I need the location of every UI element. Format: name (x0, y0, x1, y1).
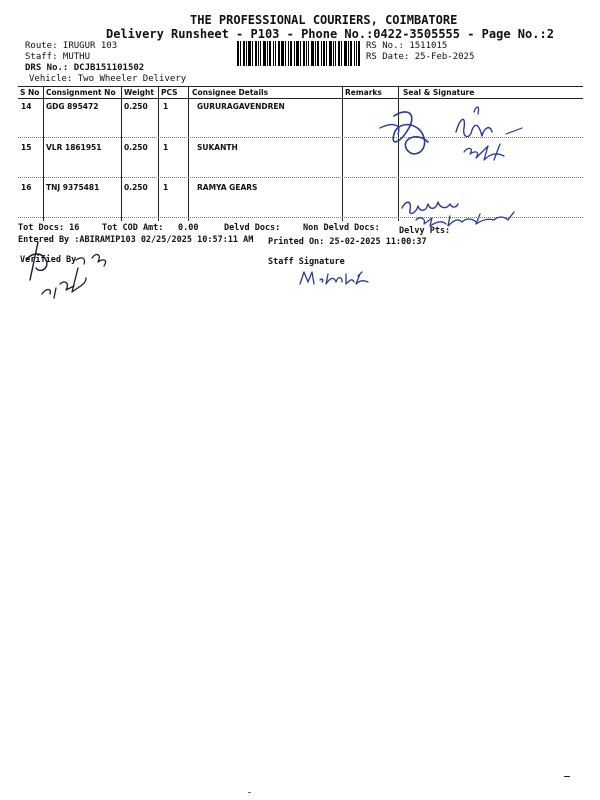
staff-signature-label: Staff Signature (268, 257, 345, 267)
table-row-sno: 14 (21, 102, 32, 111)
route-label: Route: IRUGUR 103 (25, 41, 118, 51)
table-row-pcs: 1 (163, 143, 169, 152)
printed-on: Printed On: 25-02-2025 11:00:37 (268, 237, 427, 247)
col-header-pcs: PCS (161, 88, 178, 97)
col-header-consignment: Consignment No (46, 88, 116, 97)
col-header-weight: Weight (124, 88, 154, 97)
col-divider (158, 86, 159, 221)
table-row-pcs: 1 (163, 102, 169, 111)
col-divider (43, 86, 44, 221)
col-divider (188, 86, 189, 221)
entered-by: Entered By :ABIRAMIP103 02/25/2025 10:57:11 AM (18, 235, 254, 245)
barcode (237, 41, 360, 66)
table-row-consignee: GURURAGAVENDREN (197, 102, 285, 111)
staff-signature (296, 266, 376, 290)
table-row-weight: 0.250 (124, 102, 148, 111)
rs-date: RS Date: 25-Feb-2025 (366, 52, 475, 62)
table-row-consignee: SUKANTH (197, 143, 238, 152)
total-docs: Tot Docs: 16 (18, 223, 80, 233)
verified-by-label: Verified By (20, 255, 77, 265)
table-row-consignment: TNJ 9375481 (46, 183, 100, 192)
col-header-seal-signature: Seal & Signature (403, 88, 475, 97)
col-header-sno: S No (20, 88, 40, 97)
rs-number: RS No.: 1511015 (366, 41, 448, 51)
table-top-rule (18, 86, 583, 87)
table-row-weight: 0.250 (124, 143, 148, 152)
handwritten-signature-row-16 (396, 190, 536, 230)
col-divider (121, 86, 122, 221)
delivered-docs-label: Delvd Docs: (224, 223, 281, 233)
table-row-pcs: 1 (163, 183, 169, 192)
row-separator (18, 177, 583, 178)
staff-label: Staff: MUTHU (25, 52, 91, 62)
non-delivered-docs-label: Non Delvd Docs: (303, 223, 380, 233)
col-header-consignee: Consignee Details (192, 88, 269, 97)
scan-mark (564, 776, 570, 777)
table-row-sno: 15 (21, 143, 32, 152)
drs-number: DRS No.: DCJB151101502 (25, 63, 145, 73)
col-header-remarks: Remarks (345, 88, 382, 97)
vehicle-label: Vehicle: Two Wheeler Delivery (29, 74, 187, 84)
total-cod-label: Tot COD Amt: (102, 223, 164, 233)
table-row-weight: 0.250 (124, 183, 148, 192)
table-row-consignee: RAMYA GEARS (197, 183, 258, 192)
delivery-points-label: Delvy Pts: (399, 226, 451, 236)
scan-mark (248, 792, 251, 793)
runsheet-heading: Delivery Runsheet - P103 - Phone No.:0422-3505555 - Page No.:2 (106, 27, 554, 41)
table-row-sno: 16 (21, 183, 32, 192)
col-divider (342, 86, 343, 221)
handwritten-signature-row-14 (372, 98, 557, 170)
table-row-consignment: GDG 895472 (46, 102, 99, 111)
company-title: THE PROFESSIONAL COURIERS, COIMBATORE (190, 13, 458, 27)
total-cod-value: 0.00 (178, 223, 199, 233)
verified-by-signature (16, 238, 126, 300)
table-row-consignment: VLR 1861951 (46, 143, 102, 152)
